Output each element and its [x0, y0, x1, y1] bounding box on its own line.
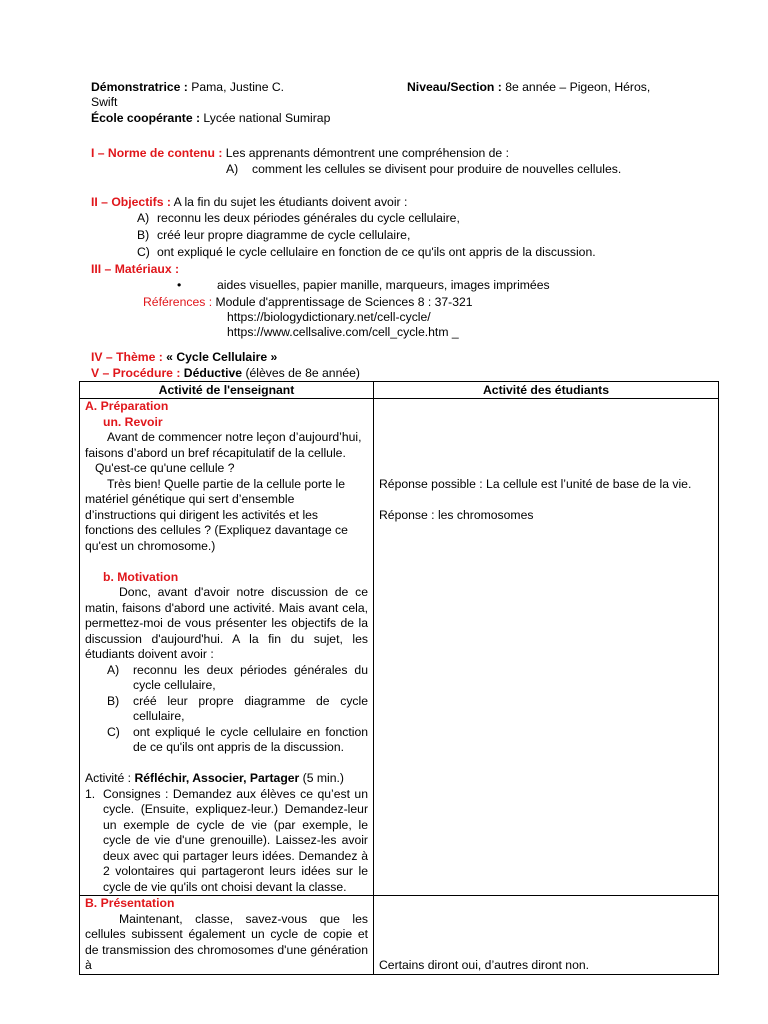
table-row [80, 896, 719, 975]
list-marker: C) [107, 724, 120, 739]
content-standard-item [226, 162, 621, 178]
level-line [407, 80, 650, 96]
presentation-title: B. Présentation [85, 896, 175, 910]
list-marker: B) [107, 693, 120, 708]
theme-label: IV – Thème : [91, 350, 163, 364]
school-label: École coopérante : [91, 111, 201, 125]
list-marker: A) [107, 662, 120, 677]
list-text: reconnu les deux périodes générales du cycle cellulaire, [157, 211, 460, 225]
content-standard-text: Les apprenants démontrent une compréhension de : [222, 146, 509, 160]
teacher-cell [80, 399, 374, 896]
procedure-note: (élèves de 8e année) [242, 366, 360, 380]
preparation-title: A. Préparation [85, 399, 169, 413]
bullet-icon: • [177, 278, 182, 292]
level-continuation: Swift [91, 95, 118, 109]
reference-link[interactable]: https://biologydictionary.net/cell-cycle/ [227, 310, 431, 324]
references-line [143, 295, 473, 311]
objective-item [85, 663, 368, 694]
content-standard-label: I – Norme de contenu : [91, 146, 223, 160]
content-standard-line [91, 146, 509, 162]
motivation-paragraph: Donc, avant d'avoir notre discussion de ce matin, faisons d'abord une activité. Mais avant cela, permettez-moi de vous présenter les objectifs de la discussion d'aujourd'hui. A la fin du sujet, les étudiants doivent avoir : [85, 585, 368, 661]
list-marker: 1. [85, 786, 96, 801]
list-text: comment les cellules se divisent pour produire de nouvelles cellules. [252, 162, 622, 176]
objective-item [137, 245, 596, 261]
references-text: Module d'apprentissage de Sciences 8 : 37-321 [212, 295, 473, 309]
objective-item [85, 694, 368, 725]
objective-item [137, 211, 460, 227]
review-paragraph-2: Très bien! Quelle partie de la cellule porte le matériel génétique qui sert d’ensemble d’instructions qui dirigent les activités et les fonctions des cellules ? (Expliquez davantage ce qu'est un chromosome.) [85, 476, 348, 553]
students-cell [374, 399, 719, 896]
list-text: créé leur propre diagramme de cycle cellulaire, [157, 228, 411, 242]
materials-text: aides visuelles, papier manille, marqueurs, images imprimées [217, 278, 550, 292]
level-label: Niveau/Section : [407, 80, 502, 94]
objectives-text: A la fin du sujet les étudiants doivent avoir : [170, 195, 408, 209]
references-label: Références : [143, 295, 213, 309]
list-marker: A) [226, 162, 239, 176]
students-cell [374, 896, 719, 975]
review-question: Qu'est-ce qu'une cellule ? [95, 461, 235, 475]
theme-line [91, 350, 277, 366]
demonstrator-value: Pama, Justine C. [187, 80, 285, 94]
activity-line [85, 771, 368, 787]
review-paragraph: Avant de commencer notre leçon d’aujourd’hui, faisons d’abord un bref récapitulatif de la cellule. [85, 430, 362, 460]
list-marker: C) [137, 245, 150, 259]
table-header-row [80, 382, 719, 399]
level-value: 8e année – Pigeon, Héros, [501, 80, 651, 94]
instruction-text: Consignes : Demandez aux élèves ce qu’est un cycle. (Ensuite, expliquez-leur.) Demandez-leur un exemple de cycle de vie (par exemple, le cycle de vie d'une grenouille). Laissez-les avoir deux avec qui partager leurs idées. Demandez à 2 volontaires qui partageront leurs idées sur le cycle de vie qu'ils ont choisi devant la classe. [103, 786, 368, 894]
activity-time: (5 min.) [299, 771, 344, 785]
lesson-table [79, 381, 719, 975]
school-value: Lycée national Sumirap [200, 111, 331, 125]
objective-item [85, 725, 368, 756]
student-answer: Réponse : les chromosomes [379, 507, 534, 522]
list-text: créé leur propre diagramme de cycle cellulaire, [133, 693, 368, 723]
reference-link[interactable]: https://www.cellsalive.com/cell_cycle.htm _ [227, 325, 459, 339]
teacher-cell [80, 896, 374, 975]
teacher-column-header: Activité de l'enseignant [80, 382, 374, 399]
review-title: un. Revoir [103, 414, 163, 429]
motivation-title: b. Motivation [103, 569, 179, 584]
table-row [80, 399, 719, 896]
student-answer: Certains diront oui, d’autres diront non. [379, 958, 590, 972]
objective-item [137, 228, 410, 244]
activity-name: Réfléchir, Associer, Partager [134, 771, 300, 785]
list-marker: A) [137, 211, 150, 225]
objectives-line [91, 195, 407, 211]
school-line [91, 111, 330, 127]
objectives-label: II – Objectifs : [91, 195, 171, 209]
procedure-method: Déductive [180, 366, 243, 380]
demonstrator-label: Démonstratrice : [91, 80, 188, 94]
procedure-line [91, 366, 360, 382]
list-marker: B) [137, 228, 150, 242]
student-answer: Réponse possible : La cellule est l’unité de base de la vie. [379, 476, 692, 491]
materials-label: III – Matériaux : [91, 262, 180, 276]
list-text: ont expliqué le cycle cellulaire en fonction de ce qu'ils ont appris de la discussion. [157, 245, 596, 259]
instruction-item [85, 787, 368, 896]
activity-prefix: Activité : [85, 771, 135, 785]
presentation-paragraph: Maintenant, classe, savez-vous que les cellules subissent également un cycle de copie et de transmission des chromosomes d'une génération à [85, 911, 368, 972]
list-text: ont expliqué le cycle cellulaire en fonction de ce qu'ils ont appris de la discussion. [133, 724, 368, 754]
procedure-label: V – Procédure : [91, 366, 181, 380]
students-column-header: Activité des étudiants [374, 382, 719, 399]
list-text: reconnu les deux périodes générales du cycle cellulaire, [133, 662, 368, 692]
demonstrator-line [91, 80, 284, 96]
theme-value: « Cycle Cellulaire » [162, 350, 278, 364]
